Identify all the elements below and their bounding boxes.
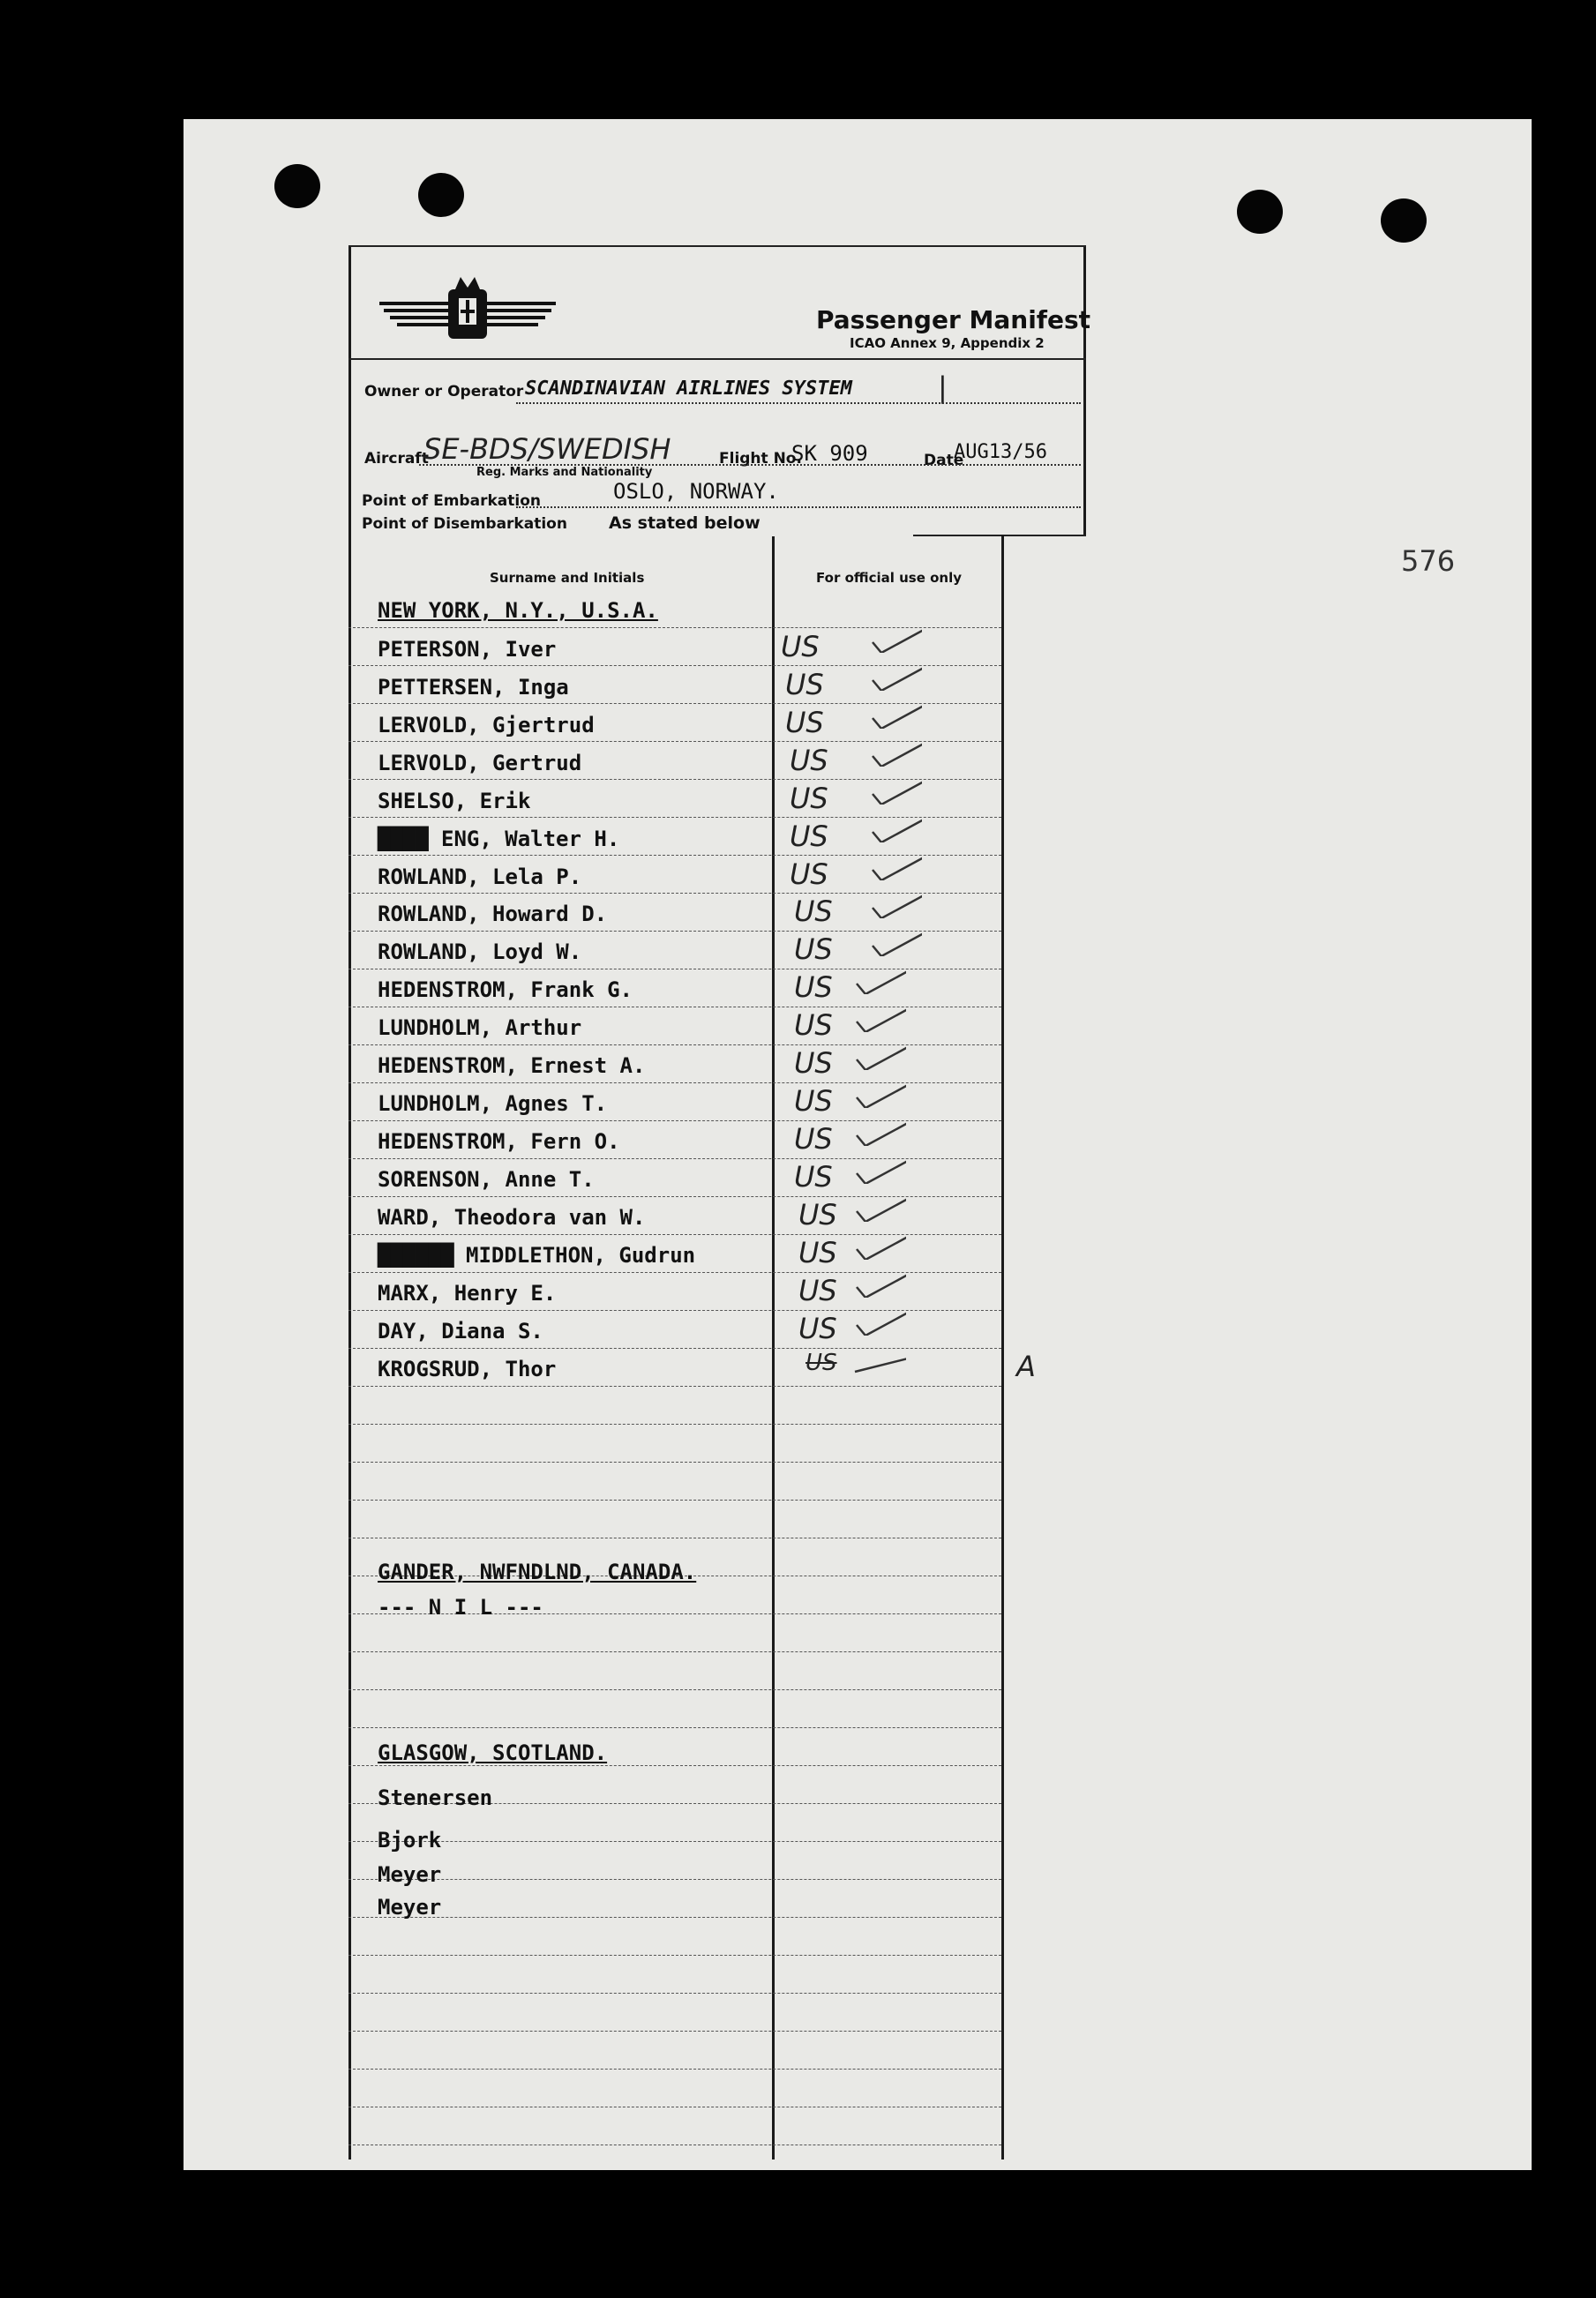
official-mark: US (794, 932, 833, 966)
ruled-line (348, 1386, 1001, 1387)
official-mark: US (798, 1312, 837, 1345)
official-mark-struck: US (805, 1350, 837, 1376)
nil-entry: --- N I L --- (378, 1595, 543, 1620)
passenger-name: DAY, Diana S. (378, 1319, 543, 1344)
check-mark (869, 816, 922, 842)
fields-step-divider (1001, 535, 1004, 543)
check-mark (869, 626, 922, 653)
check-mark (853, 968, 906, 994)
flight-value: SK 909 (791, 441, 868, 466)
check-mark (853, 1157, 906, 1184)
passenger-name: ENG, Walter H. (441, 827, 620, 851)
passenger-name: HEDENSTROM, Ernest A. (378, 1053, 646, 1078)
official-mark: US (794, 1084, 833, 1118)
passenger-name: ROWLAND, Lela P. (378, 865, 582, 889)
official-mark: US (790, 857, 828, 891)
date-value: AUG13/56 (954, 441, 1047, 463)
official-mark: US (794, 1008, 833, 1042)
aircraft-line (419, 464, 1081, 466)
reg-marks-label: Reg. Marks and Nationality (476, 466, 653, 479)
ruled-line (348, 1917, 1001, 1918)
punch-hole (418, 173, 464, 217)
check-mark (853, 1271, 906, 1298)
passenger-name: SORENSON, Anne T. (378, 1167, 595, 1192)
surname-column-header: Surname and Initials (490, 570, 645, 586)
manifest-subtitle: ICAO Annex 9, Appendix 2 (850, 335, 1045, 351)
check-mark (869, 664, 922, 691)
check-mark (853, 1006, 906, 1032)
header-divider (348, 358, 1086, 360)
form-top-right-border (1083, 245, 1086, 536)
embarkation-line (516, 506, 1081, 508)
check-mark (853, 1044, 906, 1070)
aircraft-value: SE-BDS/SWEDISH (423, 432, 671, 466)
aircraft-label: Aircraft (364, 450, 429, 468)
owner-label: Owner or Operator (364, 383, 524, 400)
official-mark: US (794, 970, 833, 1004)
punch-hole (1381, 198, 1427, 243)
passenger-name: ROWLAND, Loyd W. (378, 939, 582, 964)
check-mark (869, 854, 922, 880)
official-mark: US (790, 782, 828, 815)
ruled-line (348, 1765, 1001, 1766)
official-mark: US (794, 1046, 833, 1080)
destination-heading: GLASGOW, SCOTLAND. (378, 1740, 608, 1765)
passenger-name: MIDDLETHON, Gudrun (466, 1243, 696, 1268)
page-number: 576 (1401, 544, 1456, 578)
official-mark: US (790, 744, 828, 777)
airline-logo (371, 272, 565, 342)
form-right-border (1001, 536, 1004, 2160)
form-left-border (348, 245, 351, 2160)
flight-label: Flight No. (719, 450, 802, 468)
redaction-mark: ██████ (378, 1243, 454, 1268)
owner-line (516, 402, 1081, 404)
passenger-name: HEDENSTROM, Fern O. (378, 1129, 620, 1154)
passenger-name: MARX, Henry E. (378, 1281, 557, 1306)
check-mark (853, 1082, 906, 1108)
punch-hole (274, 164, 320, 208)
ruled-line (348, 1955, 1001, 1956)
official-mark: US (794, 1160, 833, 1194)
manifest-form (348, 245, 1091, 2160)
ruled-line (348, 1500, 1001, 1501)
passenger-name: Meyer (378, 1862, 442, 1887)
passenger-name: Bjork (378, 1828, 442, 1853)
official-mark: US (798, 1236, 837, 1269)
passenger-name: ROWLAND, Howard D. (378, 902, 608, 926)
check-mark (853, 1119, 906, 1146)
ruled-line (348, 1462, 1001, 1463)
destination-heading: NEW YORK, N.Y., U.S.A. (378, 598, 658, 623)
ruled-line (348, 1727, 1001, 1728)
passenger-name: HEDENSTROM, Frank G. (378, 977, 633, 1002)
date-label: Date (924, 452, 964, 469)
check-mark (853, 1309, 906, 1336)
ruled-line (348, 1993, 1001, 1994)
passenger-name: LUNDHOLM, Agnes T. (378, 1091, 608, 1116)
official-mark: US (785, 706, 824, 739)
ruled-line (348, 1879, 1001, 1880)
official-mark: US (781, 630, 820, 663)
fields-divider (913, 535, 1086, 536)
ruled-line (348, 2031, 1001, 2032)
destination-heading: GANDER, NWFNDLND, CANADA. (378, 1560, 697, 1584)
embarkation-label: Point of Embarkation (362, 492, 541, 510)
manifest-title: Passenger Manifest (816, 305, 1091, 334)
check-mark (869, 740, 922, 767)
official-column-header: For official use only (816, 570, 963, 586)
check-mark (853, 1233, 906, 1260)
passenger-name: LUNDHOLM, Arthur (378, 1015, 582, 1040)
official-mark: US (794, 894, 833, 928)
passenger-name: KROGSRUD, Thor (378, 1357, 557, 1381)
disembarkation-label: Point of Disembarkation (362, 515, 567, 533)
passenger-name: PETERSON, Iver (378, 637, 557, 662)
passenger-name: Stenersen (378, 1785, 493, 1810)
official-mark: US (785, 668, 824, 701)
disembarkation-value: As stated below (609, 513, 761, 533)
passenger-name: LERVOLD, Gertrud (378, 751, 582, 775)
passenger-name: LERVOLD, Gjertrud (378, 713, 595, 737)
check-mark (869, 778, 922, 805)
check-mark (869, 702, 922, 729)
check-mark (853, 1195, 906, 1222)
passenger-name: WARD, Theodora van W. (378, 1205, 646, 1230)
margin-mark: A (1016, 1350, 1036, 1383)
check-mark (853, 1347, 906, 1374)
passenger-name: SHELSO, Erik (378, 789, 531, 813)
owner-value: SCANDINAVIAN AIRLINES SYSTEM (525, 378, 852, 400)
ruled-line (348, 1424, 1001, 1425)
punch-hole (1237, 190, 1283, 234)
check-mark (869, 930, 922, 956)
ruled-line (348, 1689, 1001, 1690)
ruled-line (348, 1651, 1001, 1652)
passenger-name: Meyer (378, 1895, 442, 1920)
official-mark: US (798, 1198, 837, 1231)
official-mark: US (790, 820, 828, 853)
passenger-name: PETTERSEN, Inga (378, 675, 569, 700)
ruled-line (348, 1841, 1001, 1842)
check-mark (869, 892, 922, 918)
ruled-line (348, 2069, 1001, 2070)
embarkation-value: OSLO, NORWAY. (613, 479, 779, 504)
official-mark: US (798, 1274, 837, 1307)
official-mark: US (794, 1122, 833, 1156)
owner-mark: | (938, 371, 948, 404)
form-top-border (348, 245, 1086, 247)
redaction-mark: ████ (378, 827, 429, 851)
